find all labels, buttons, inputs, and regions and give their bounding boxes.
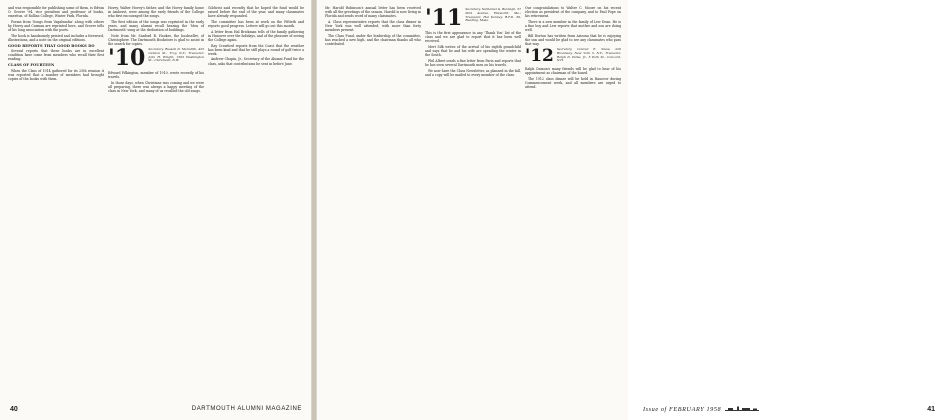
magazine-title: DARTMOUTH ALUMNI MAGAZINE <box>191 406 302 412</box>
left-column-2 <box>108 6 204 398</box>
class-secretary: Secretary, Conrad E. Snow, 220 Broadway, New York 3, N.Y.; Treasurer, Ralph D. Paine, Jr., 5 Park St., Concord, N.H. <box>556 47 621 63</box>
paragraph: Our congratulations to Walter C. Moore on his recent election as president of the company, and to Paul Pope on his retirement. <box>525 6 621 19</box>
paragraph: Andrew Chapin, Jr., Secretary of the Alumni Fund for the class, asks that contributions be sent in before June. <box>208 57 304 66</box>
right-column-2 <box>425 6 521 398</box>
paragraph: Mr. Harold Robinson's annual letter has been received with all the greetings of the season. Harold is now living in Florida and sends word of many classmates. <box>325 6 421 19</box>
page-number: 40 <box>10 405 18 413</box>
paragraph: This is the first appearance in any 'Thank You' list of the class and we are glad to report that it has been well received. <box>425 31 521 44</box>
paragraph: The Class Fund, under the leadership of the committee, has reached a new high, and the chairman thanks all who contributed. <box>325 33 421 46</box>
paragraph: When the Class of 1914 gathered for its 25th reunion it was reported that a number of members had brought copies of the books with them. <box>8 68 104 81</box>
left-column-3 <box>208 6 304 398</box>
paragraph: A. Class representative reports that the class dinner in New York was well attended, with more than forty members present. <box>325 19 421 33</box>
paragraph: Ralph Damon's many friends will be glad to hear of his appointment as chairman of the board. <box>525 67 621 76</box>
paragraph: Poems from 'Songs from Vagabondia' along with others by Hovey and Carman are reprinted here, and Grover tells of his long association with the poets. <box>8 19 104 33</box>
paragraph: The committee has been at work on the Fiftieth and reports good progress. Letters will go out this month. <box>208 19 304 28</box>
issue-text: Issue of FEBRUARY 1958 <box>643 405 722 413</box>
section-heading: GOOD REPORTS THAT GOOD BOOKS DO <box>8 43 95 48</box>
paragraph: Ray Crawford reports from the Coast that the weather has been kind and that he still plays a round of golf twice a week. <box>208 43 304 56</box>
right-page-footer <box>643 404 935 414</box>
paragraph: In those days, when Christmas was coming and we were all preparing, there was always a happy meeting of the class in New York, and many of us recalled the old songs. <box>108 80 204 93</box>
issue-label <box>643 406 759 413</box>
page-number: 41 <box>927 405 935 413</box>
paragraph: Bill Horton has written from Arizona that he is enjoying the sun and would be glad to see any classmates who pass that way. <box>525 33 621 46</box>
campus-skyline-icon <box>725 406 759 413</box>
left-page-footer <box>10 404 302 414</box>
class-year-number: '11 <box>425 5 463 31</box>
right-column-1 <box>325 6 421 398</box>
right-page <box>316 0 935 420</box>
class-year-block <box>425 5 521 31</box>
class-secretary: Secretary, Russell D. Meredith, 425 Cannon St., Troy, N.Y.; Treasurer, John H. Wright, 1503 Washington St., Claremont, N.H. <box>148 47 204 63</box>
right-column-3 <box>525 6 621 398</box>
paragraph: Phil Albert sends a fine letter from Paris and reports that he has seen several Dartmouth men on his travels. <box>425 58 521 67</box>
paragraph: We now have the Class Newsletter, as planned in the fall, and a copy will be mailed to every member of the class. <box>425 68 521 77</box>
paragraph: The book is handsomely printed and includes a foreword, illustrations, and a note on the original editions. <box>8 33 104 42</box>
paragraph: The first edition of the songs was reprinted in the early years, and many alumni recall hearing the 'Men of Dartmouth' sung at the dedication of buildings. <box>108 19 204 33</box>
section-heading: CLASS OF FOURTEEN <box>8 63 55 68</box>
paragraph: and was responsible for publishing some of them, is Edwin O. Grover '94, vice president and professor of books, emeritus, of Rollins College, Winter Park, Florida. <box>8 6 104 19</box>
class-year-number: '12 <box>525 46 554 67</box>
paragraph: Hovey, Walter Hovey's father, and the Hovey family home in Amherst, were among the early friends of the College who first encouraged the songs. <box>108 6 204 19</box>
paragraph: There is a new member in the family of Lew Dean. He is a fine boy and Lew reports that mother and son are doing well. <box>525 19 621 33</box>
class-year-block <box>525 46 621 67</box>
left-page <box>0 0 312 420</box>
paragraph: A letter from Hal Brickman tells of the family gathering in Hanover over the holidays, and of the pleasure of seeing the College again. <box>208 29 304 42</box>
paragraph: The 1912 class dinner will be held in Hanover during Commencement week, and all members are urged to attend. <box>525 76 621 89</box>
paragraph: Gilchrist said recently that he hoped the fund would be raised before the end of the year, and many classmates have already responded. <box>208 6 304 19</box>
paragraph: Several reports that these books are in excellent condition have come from members who recall their first reading. <box>8 49 104 62</box>
paragraph: Note from Mr. Sanford B. Hooker, the bookseller, of Christopherr. The Dartmouth Bookstore is glad to assist in the search for copies. <box>108 33 204 46</box>
class-secretary: Secretary, Nathaniel G. Burleigh, 37 Park Avenue, Ellsworth, Me.; Treasurer, Hal Kenney, R.F.D. 39, Reading, Mass. <box>465 7 521 23</box>
class-year-number: '10 <box>108 45 146 72</box>
paragraph: Edward Pilkington, member of 1910, wrote recently of his travels. <box>108 71 204 80</box>
left-column-1 <box>8 6 104 398</box>
paragraph: Mert Silk writes of the arrival of his eighth grandchild and says that he and his wife are spending the winter in the South. <box>425 44 521 58</box>
class-year-block <box>108 45 204 72</box>
